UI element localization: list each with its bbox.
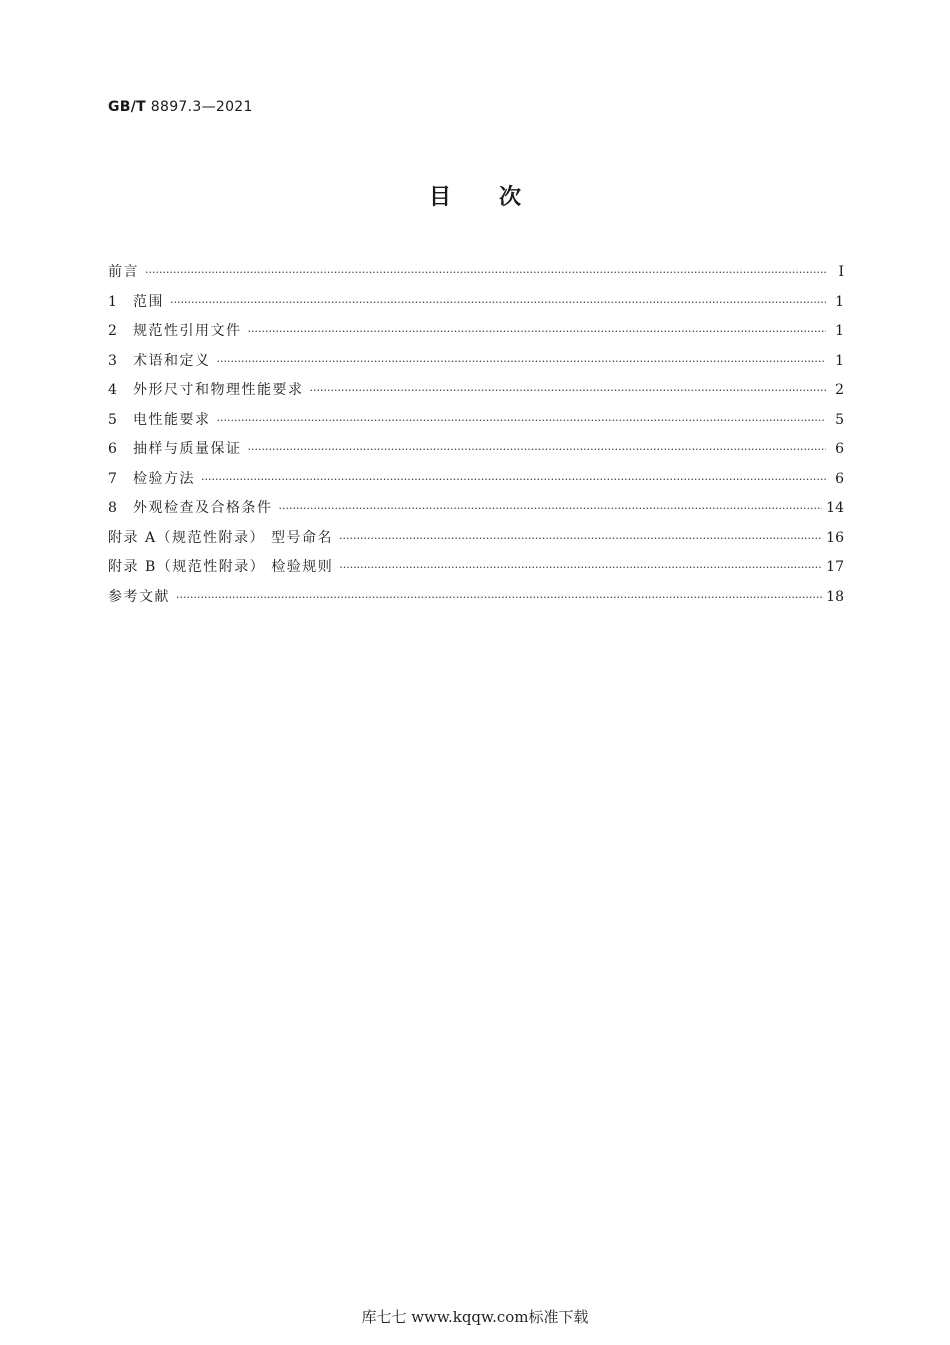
toc-entry-label: 范围: [133, 293, 164, 310]
toc-dot-leader: [339, 553, 822, 583]
toc-entry-label: 前言: [108, 264, 139, 280]
toc-entry-number: 2: [108, 323, 117, 339]
toc-entry[interactable]: [108, 406, 844, 436]
toc-entry[interactable]: [108, 583, 844, 613]
toc-entry-page: 6: [835, 470, 844, 487]
toc-entry-page: Ⅰ: [838, 264, 844, 280]
toc-entry[interactable]: [108, 258, 844, 288]
toc-dot-leader: [176, 583, 822, 613]
toc-entry-number: 4: [108, 382, 117, 398]
footer-watermark: 库七七 www.kqqw.com标准下载: [361, 1308, 589, 1326]
toc-entry-page: 5: [835, 411, 844, 428]
toc-entry-page: 1: [835, 293, 844, 310]
toc-entry-number: 1: [108, 293, 117, 310]
toc-dot-leader: [217, 347, 827, 377]
toc-entry-page: 6: [835, 441, 844, 457]
toc-dot-leader: [310, 376, 827, 406]
standard-code: [108, 99, 253, 115]
toc-dot-leader: [145, 258, 826, 288]
toc-entry-label: 检验方法: [133, 470, 195, 487]
toc-entry-label: 外观检查及合格条件: [133, 500, 273, 516]
toc-entry-label: 参考文献: [108, 588, 170, 605]
toc-entry-page: 18: [826, 588, 844, 605]
toc-entry-page: 14: [826, 500, 844, 516]
toc-entry[interactable]: [108, 288, 844, 318]
toc-entry-label: 附录 A（规范性附录） 型号命名: [108, 529, 334, 546]
toc-entry-page: 2: [835, 382, 844, 398]
toc-entry[interactable]: [108, 347, 844, 377]
table-of-contents: [108, 258, 844, 612]
toc-entry-label: 外形尺寸和物理性能要求: [133, 382, 304, 398]
toc-dot-leader: [201, 465, 826, 495]
toc-dot-leader: [279, 494, 823, 524]
standard-code-number: 8897.3—2021: [150, 99, 253, 115]
toc-entry-page: 1: [835, 352, 844, 369]
toc-entry[interactable]: [108, 435, 844, 465]
toc-dot-leader: [170, 288, 826, 318]
toc-dot-leader: [248, 317, 827, 347]
toc-entry-number: 3: [108, 352, 117, 369]
page-title: 目次: [428, 185, 569, 210]
toc-entry-label: 附录 B（规范性附录） 检验规则: [108, 559, 334, 575]
toc-entry-number: 8: [108, 500, 117, 516]
toc-dot-leader: [248, 435, 827, 465]
toc-dot-leader: [217, 406, 827, 436]
toc-entry-page: 1: [835, 323, 844, 339]
toc-entry[interactable]: [108, 524, 844, 554]
toc-entry-label: 规范性引用文件: [133, 323, 242, 339]
toc-entry[interactable]: [108, 317, 844, 347]
toc-entry-label: 抽样与质量保证: [133, 441, 242, 457]
toc-entry[interactable]: [108, 494, 844, 524]
toc-dot-leader: [339, 524, 822, 554]
toc-entry[interactable]: [108, 376, 844, 406]
standard-code-prefix: GB/T: [108, 99, 147, 115]
toc-entry[interactable]: [108, 553, 844, 583]
toc-entry-label: 电性能要求: [133, 411, 211, 428]
toc-entry-number: 6: [108, 441, 117, 457]
toc-entry-number: 5: [108, 411, 117, 428]
toc-entry[interactable]: [108, 465, 844, 495]
toc-entry-page: 17: [826, 559, 844, 575]
toc-entry-page: 16: [826, 529, 844, 546]
toc-entry-number: 7: [108, 470, 117, 487]
toc-entry-label: 术语和定义: [133, 352, 211, 369]
